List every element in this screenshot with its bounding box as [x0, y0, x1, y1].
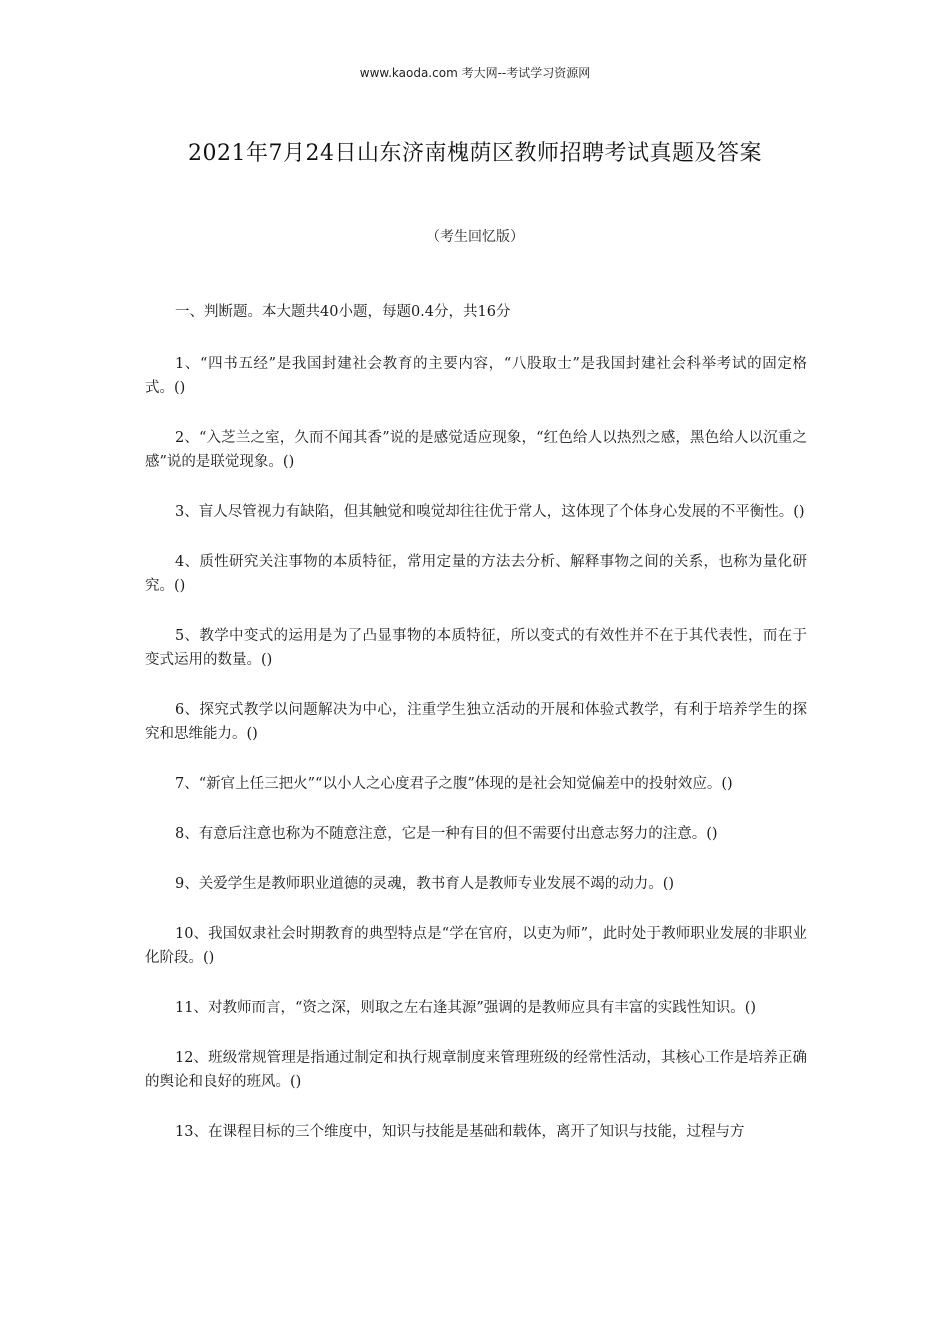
- question-item: 11、对教师而言，“资之深，则取之左右逢其源”强调的是教师应具有丰富的实践性知识。(): [175, 1000, 757, 1016]
- question-item: 7、“新官上任三把火”“以小人之心度君子之腹”体现的是社会知觉偏差中的投射效应。(): [175, 776, 733, 792]
- question-item: 13、在课程目标的三个维度中，知识与技能是基础和载体，离开了知识与技能，过程与方: [175, 1124, 745, 1140]
- document-subtitle: （考生回忆版）: [426, 229, 524, 245]
- question-item: 5、教学中变式的运用是为了凸显事物的本质特征，所以变式的有效性并不在于其代表性，而在于变式运用的数量。(): [145, 628, 807, 668]
- question-item: 12、班级常规管理是指通过制定和执行规章制度来管理班级的经常性活动，其核心工作是培养正确的舆论和良好的班风。(): [145, 1050, 807, 1090]
- question-item: 9、关爱学生是教师职业道德的灵魂，教书育人是教师专业发展不竭的动力。(): [175, 876, 675, 892]
- question-item: 6、探究式教学以问题解决为中心，注重学生独立活动的开展和体验式教学，有利于培养学生的探究和思维能力。(): [145, 702, 807, 742]
- question-item: 10、我国奴隶社会时期教育的典型特点是“学在官府，以吏为师”，此时处于教师职业发展的非职业化阶段。(): [145, 926, 807, 966]
- site-header: www.kaoda.com 考大网--考试学习资源网: [359, 66, 591, 80]
- document-body: [145, 300, 807, 1170]
- question-item: 3、盲人尽管视力有缺陷，但其触觉和嗅觉却往往优于常人，这体现了个体身心发展的不平衡性。(): [175, 504, 805, 520]
- question-item: 4、质性研究关注事物的本质特征，常用定量的方法去分析、解释事物之间的关系，也称为量化研究。(): [145, 554, 807, 594]
- question-item: 8、有意后注意也称为不随意注意，它是一种有目的但不需要付出意志努力的注意。(): [175, 826, 718, 842]
- question-item: 2、“入芝兰之室，久而不闻其香”说的是感觉适应现象，“红色给人以热烈之感，黑色给人以沉重之感”说的是联觉现象。(): [145, 430, 807, 470]
- section-heading: 一、判断题。本大题共40小题，每题0.4分，共16分: [175, 304, 511, 320]
- document-title: 2021年7月24日山东济南槐荫区教师招聘考试真题及答案: [188, 141, 762, 166]
- question-item: 1、“四书五经”是我国封建社会教育的主要内容，“八股取士”是我国封建社会科举考试的固定格式。(): [145, 356, 807, 396]
